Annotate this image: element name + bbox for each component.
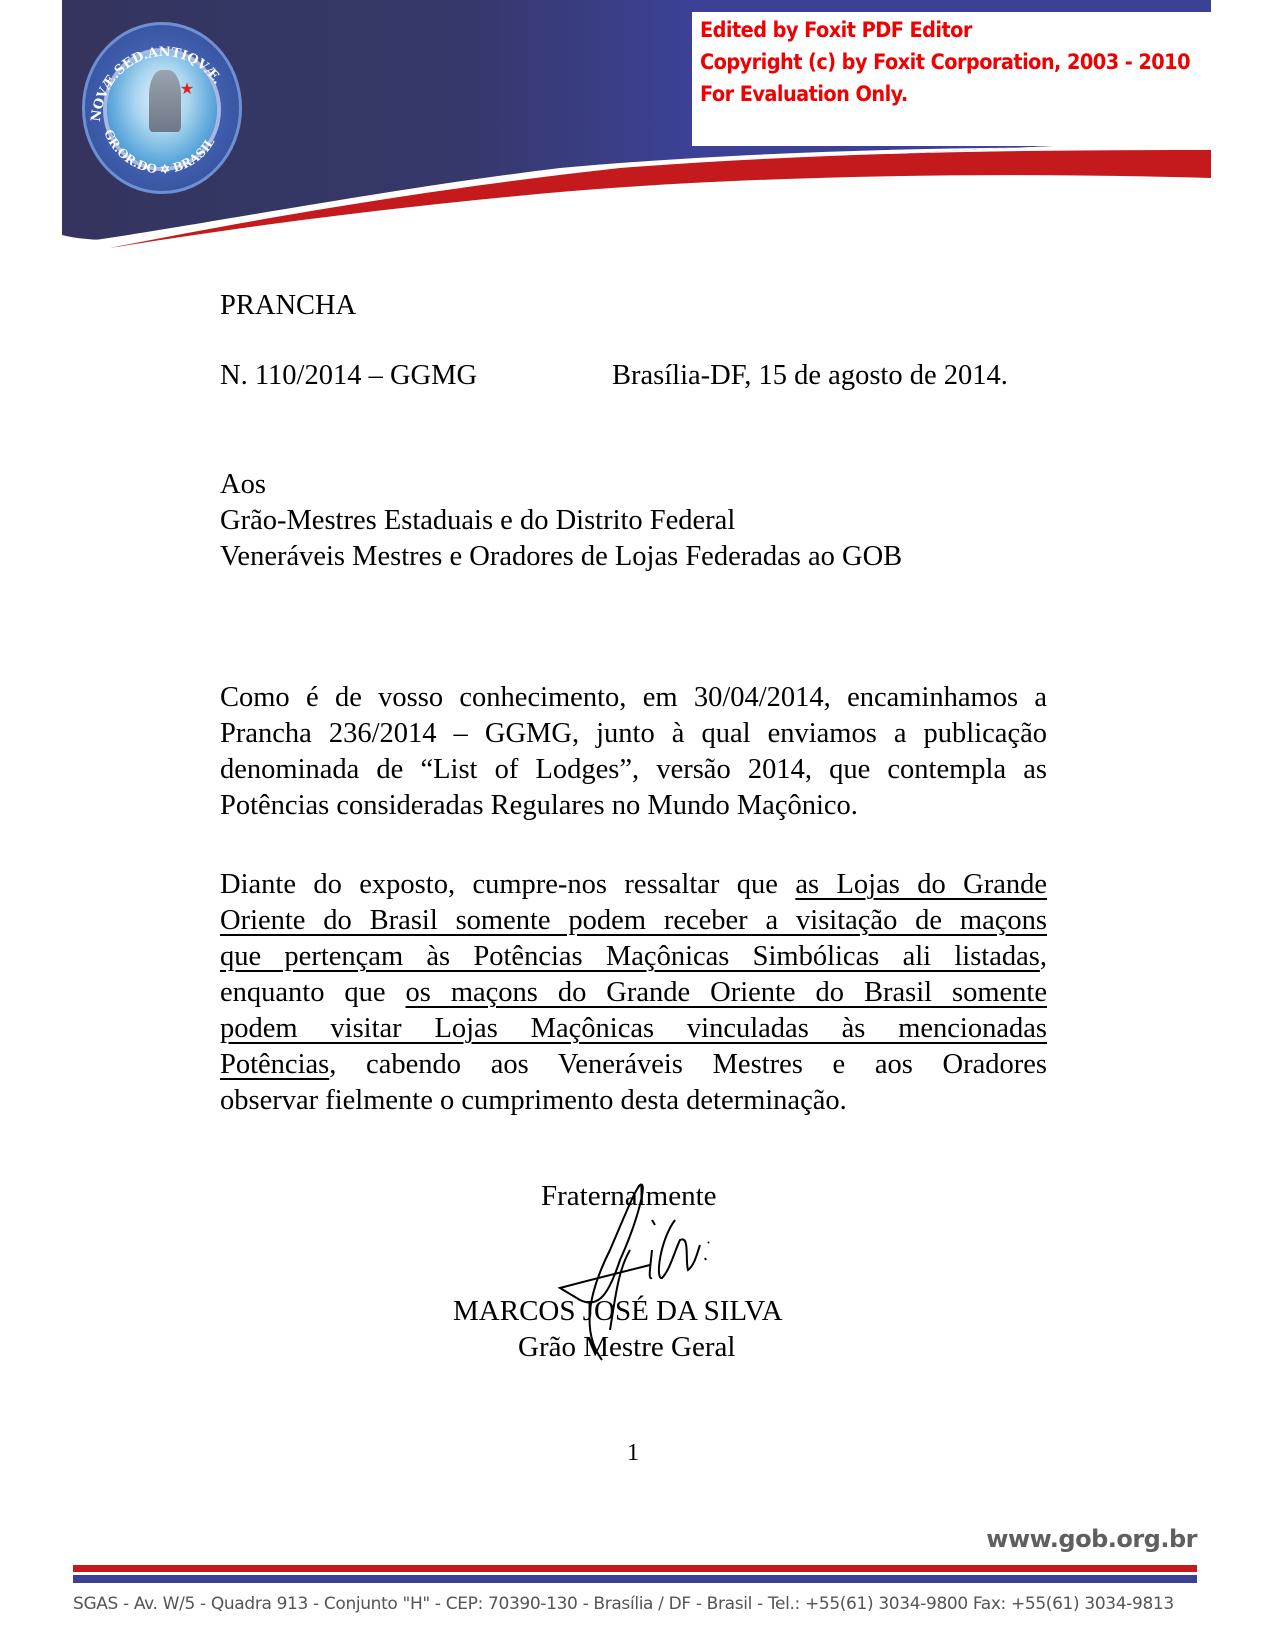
text-plain: , cabendo aos Veneráveis Mestres e aos Oradores (329, 1049, 1047, 1080)
signer-name: MARCOS JOSÉ DA SILVA (453, 1295, 783, 1327)
seal-text-top: NOVÆ.SED.ANTIQVÆ. (88, 44, 225, 123)
paragraph-2-line (220, 1083, 1047, 1119)
foxit-watermark (692, 12, 1212, 146)
text-plain: , (1039, 941, 1047, 972)
svg-text:NOVÆ.SED.ANTIQVÆ. (89, 45, 225, 123)
recipient-line-3: Veneráveis Mestres e Oradores de Lojas Federadas ao GOB (220, 541, 903, 572)
text-underlined: que pertençam às Potências Maçônicas Simbólicas ali listadas (220, 941, 1040, 972)
text-underlined: Potências (220, 1049, 330, 1080)
paragraph-1-line: Prancha 236/2014 – GGMG, junto à qual enviamos a publicação (220, 718, 1047, 749)
paragraph-2-line (220, 975, 1047, 1011)
paragraph-2-line (220, 867, 1047, 903)
text-plain: observar fielmente o cumprimento desta determinação. (220, 1085, 847, 1116)
paragraph-2-line (220, 1047, 1047, 1083)
seal-motto (82, 22, 242, 194)
recipient-line-2: Grão-Mestres Estaduais e do Distrito Federal (220, 505, 736, 536)
recipient-line-1: Aos (220, 469, 266, 500)
paragraph-2-line (220, 903, 1047, 939)
text-underlined: podem visitar Lojas Maçônicas vinculadas às mencionadas (220, 1013, 1047, 1044)
text-plain: enquanto que (220, 977, 406, 1008)
paragraph-2 (220, 867, 1047, 1119)
page-number: 1 (627, 1440, 639, 1466)
closing-salutation: Fraternalmente (541, 1180, 717, 1212)
document-place-date: Brasília-DF, 15 de agosto de 2014. (612, 360, 1008, 391)
paragraph-2-line (220, 939, 1047, 975)
text-underlined: os maçons do Grande Oriente do Brasil somente (405, 977, 1047, 1008)
paragraph-1 (220, 680, 1047, 824)
watermark-line-1: Edited by Foxit PDF Editor (700, 18, 972, 42)
watermark-line-2: Copyright (c) by Foxit Corporation, 2003 - 2010 (700, 50, 1190, 74)
grand-orient-seal-logo (82, 22, 242, 194)
paragraph-2-line (220, 1011, 1047, 1047)
footer-address: SGAS - Av. W/5 - Quadra 913 - Conjunto "H" - CEP: 70390-130 - Brasília / DF - Brasil - Tel.: +55(61) 3034-9800 Fax: +55(61) 3034-9813 (73, 1594, 1174, 1614)
signer-title: Grão Mestre Geral (518, 1331, 736, 1363)
svg-text:GR.OR.DO ✡ BRASIL (101, 127, 218, 176)
footer-red-rule (73, 1565, 1197, 1572)
letterhead-banner (0, 0, 1275, 260)
footer-blue-rule (73, 1575, 1197, 1583)
document-title: PRANCHA (220, 290, 357, 321)
watermark-line-3: For Evaluation Only. (700, 82, 908, 106)
text-plain: Diante do exposto, cumpre-nos ressaltar que (220, 869, 796, 900)
document-reference-number: N. 110/2014 – GGMG (220, 360, 478, 391)
paragraph-1-line: denominada de “List of Lodges”, versão 2014, que contempla as (220, 754, 1047, 785)
text-underlined: as Lojas do Grande (795, 869, 1047, 900)
seal-star-icon: ★ (179, 81, 195, 98)
paragraph-1-line: Como é de vosso conhecimento, em 30/04/2014, encaminhamos a (220, 682, 1047, 713)
seal-text-bottom: GR.OR.DO ✡ BRASIL (101, 127, 218, 177)
footer-website-link[interactable]: www.gob.org.br (986, 1525, 1197, 1553)
text-underlined: Oriente do Brasil somente podem receber a visitação de maçons (220, 905, 1047, 936)
paragraph-1-line: Potências consideradas Regulares no Mundo Maçônico. (220, 790, 858, 821)
